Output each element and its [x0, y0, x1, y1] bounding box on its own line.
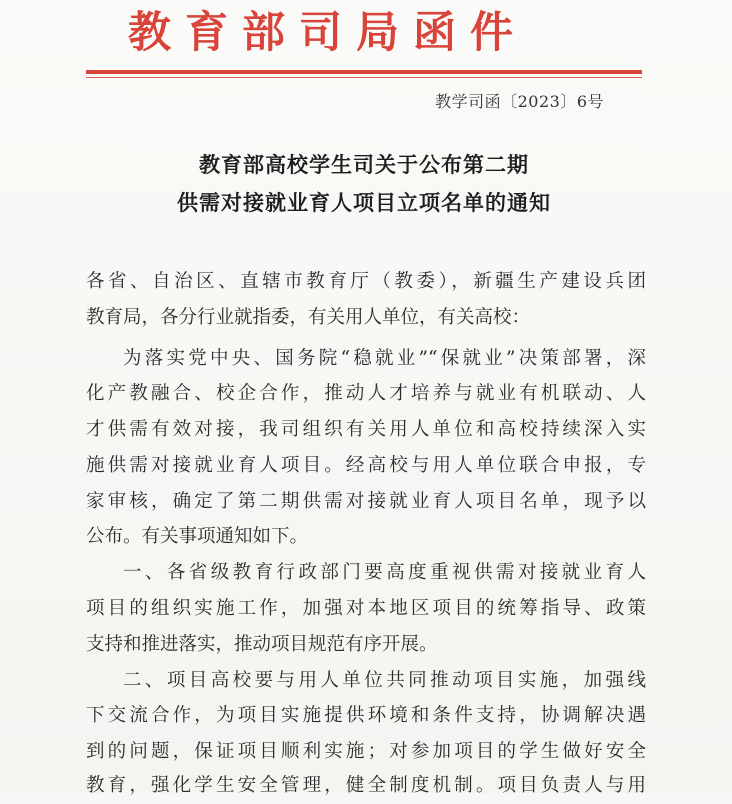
- body-line: 为落实党中央、国务院“稳就业”“保就业”决策部署，深: [123, 348, 646, 369]
- body-line: 二、项目高校要与用人单位共同推动项目实施，加强线: [123, 670, 646, 691]
- document-title-line-1: 教育部高校学生司关于公布第二期: [199, 152, 529, 177]
- body-line: 下交流合作，为项目实施提供环境和条件支持，协调解决遇: [86, 705, 646, 726]
- body-line: 支持和推进落实，推动项目规范有序开展。: [86, 634, 438, 655]
- body-line: 各省、自治区、直辖市教育厅（教委），新疆生产建设兵团: [86, 271, 646, 292]
- letterhead-rule-thick: [86, 70, 642, 74]
- body-line: 到的问题，保证项目顺利实施；对参加项目的学生做好安全: [86, 741, 646, 762]
- body-line: 化产教融合、校企合作，推动人才培养与就业有机联动、人: [86, 383, 646, 404]
- body-line: 家审核，确定了第二期供需对接就业育人项目名单，现予以: [86, 491, 646, 512]
- body-line: 项目的组织实施工作，加强对本地区项目的统筹指导、政策: [86, 598, 646, 619]
- document-number: 教学司函〔2023〕6号: [435, 92, 604, 111]
- body-line: 才供需有效对接，我司组织有关用人单位和高校持续深入实: [86, 419, 646, 440]
- letterhead: [0, 0, 732, 66]
- body-line: 一、各省级教育行政部门要高度重视供需对接就业育人: [123, 562, 646, 583]
- letterhead-rule-thin: [86, 77, 642, 78]
- document-title-line-2: 供需对接就业育人项目立项名单的通知: [177, 190, 551, 215]
- body-line: 施供需对接就业育人项目。经高校与用人单位联合申报，专: [86, 455, 646, 476]
- body-line: 教育，强化学生安全管理，健全制度机制。项目负责人与用: [86, 775, 646, 796]
- body-line: 公布。有关事项通知如下。: [86, 526, 309, 547]
- body-line: 教育局，各分行业就指委，有关用人单位，有关高校：: [86, 307, 531, 328]
- letterhead-title: 教育部司局函件: [128, 8, 527, 58]
